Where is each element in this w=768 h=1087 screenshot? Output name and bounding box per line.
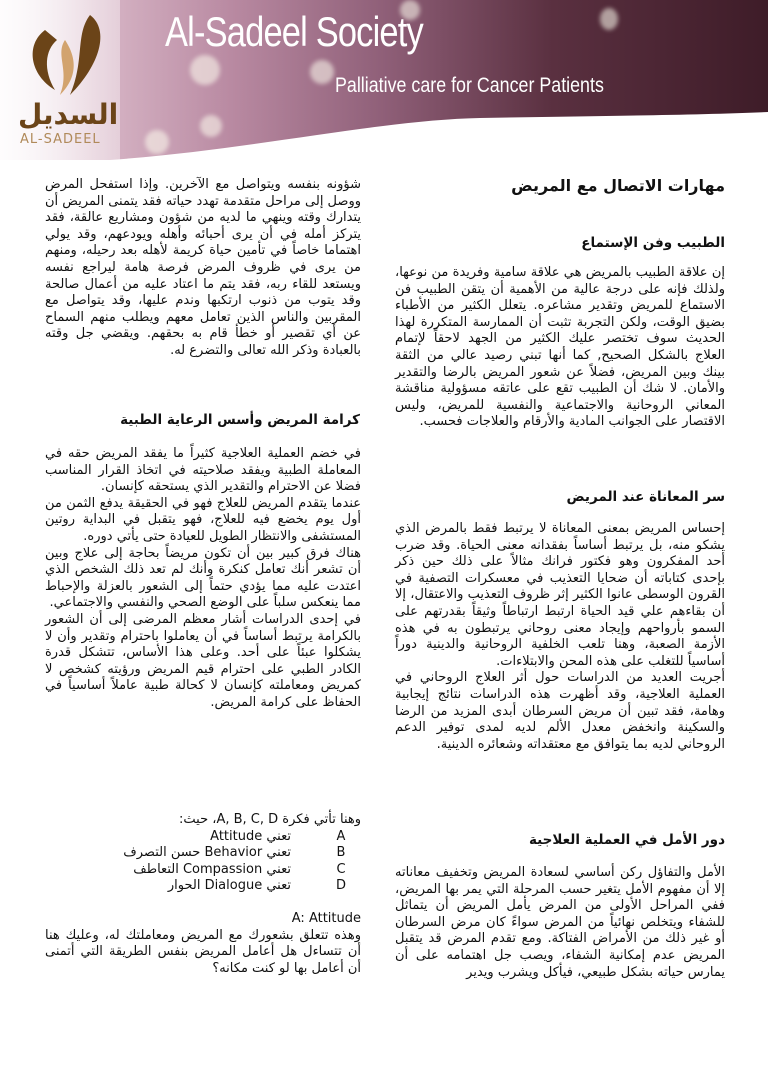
logo-english-text: AL-SADEEL bbox=[20, 132, 101, 147]
list-item bbox=[45, 862, 361, 879]
article-title: مهارات الاتصال مع المريض bbox=[511, 176, 725, 195]
attitude-label: A: Attitude bbox=[291, 911, 361, 926]
attitude-section bbox=[45, 911, 361, 977]
logo-arabic-text: السديل bbox=[18, 98, 119, 131]
section-heading: دور الأمل في العملية العلاجية bbox=[528, 832, 725, 848]
abcd-list bbox=[45, 812, 361, 895]
section-body bbox=[395, 265, 725, 431]
list-key: A bbox=[336, 828, 346, 844]
paragraph: وهذه تتعلق بشعورك مع المريض ومعاملتك له، وعليك هنا أن تتساءل هل أعامل المريض بنفس الطريقة التي أتمنى أن أعامل بها لو كنت مكانه؟ bbox=[45, 927, 361, 976]
list-item bbox=[45, 845, 361, 862]
list-key: D bbox=[335, 878, 346, 894]
list-key: C bbox=[336, 861, 346, 877]
logo-flame-icon bbox=[15, 10, 110, 100]
paragraph: شؤونه بنفسه ويتواصل مع الآخرين. وإذا استفحل المرض ووصل إلى مراحل متقدمة تهدد حياته فقد يتمنى المريض أن يتدارك وقته وينهي ما لديه من شؤون ومشاريع عالقة، فقد يتركز أمله في أن يرى أحبائه وأهله ويودعهم، وقد يولي اهتماما خاصاً في تأمين حياة كريمة لأهله بعد رحيله، ومنهم من يرى في ظروف المرض فرصة هامة ليراجع نفسه ويستعد للقاء ربه، فقد يتم ما اعتاد عليه من أعمال صالحة وقد يتوب من ذنوب ارتكبها وندم عليها، وقد يتواصل مع المقربين والناس الذين تعامل معهم ويطلب منهم السماح عن أي تقصير أو خطأ قام به بحقهم. ويقضي جل وقته بالعبادة وذكر الله تعالى والتضرع له. bbox=[44, 177, 361, 358]
section-body bbox=[45, 446, 361, 712]
paragraph: في خضم العملية العلاجية كثيراً ما يفقد المريض حقه في المعاملة الطبية ويفقد صلاحيته في اتخاذ القرار المناسب فضلا عن الاحترام والتقدير الذي يستحقه كإنسان. bbox=[45, 446, 361, 495]
list-text: تعني Dialogue الحوار bbox=[167, 878, 291, 894]
paragraph: الأمل والتفاؤل ركن أساسي لسعادة المريض وتخفيف معاناته إلا أن مفهوم الأمل يتغير حسب المرحلة التي يمر بها المريض، ففي المراحل الأولى من المرض يأمل المريض أن يتماثل للشفاء ويتخلص نهائياً من المرض سواءً كان مرض السرطان أو غير ذلك من الأمراض الفتاكة. ومع تقدم المرض قد يتقبل المريض عدم إمكانية الشفاء، ويصب جل اهتمامه على أن يمارس حياته بشكل طبيعي، فيأكل ويشرب ويدير bbox=[395, 865, 725, 980]
paragraph: هناك فرق كبير بين أن تكون مريضاً بحاجة إلى علاج وبين أن تشعر أنك تعامل كنكرة وأنك لم تعد ذلك الشخص الذي اعتدت عليه مما يؤدي حتماً إلى الشعور بالعزلة والإحباط مما ينعكس سلباً على الوضع الصحي والنفسي والاجتماعي. bbox=[45, 545, 361, 611]
list-text: تعني Compassion التعاطف bbox=[133, 861, 291, 877]
paragraph: أجريت العديد من الدراسات حول أثر العلاج الروحاني في العملية العلاجية، وقد أظهرت هذه الدراسات نتائج إيجابية وهامة، فقد تبين أن مريض السرطان أبدى المزيد من الرضا والسكينة وانخفض معدل الألم لديه لمدى توفير الدعم الروحاني لديه بما يتوافق مع معتقداته وشعائره الدينية. bbox=[395, 670, 725, 752]
logo bbox=[0, 0, 120, 160]
list-text: تعني Behavior حسن التصرف bbox=[123, 845, 291, 861]
paragraph: إحساس المريض بمعنى المعاناة لا يرتبط فقط بالمرض الذي يشكو منه، بل يرتبط أساساً بفقدانه معنى الحياة. وقد ضرب أحد المفكرون وهو فكتور فرانك مثالاً على ذلك حين ذكر بإحدى كتاباته أن ضحايا التعذيب في معسكرات التصفية في القرون الوسطى عانوا الكثير إثر ظروف التعذيب والاعتقال، إلا أن بقاءهم علي قيد الحياة ارتبط ارتباطاً وثيقاً بقدرتهم على السمو بأرواحهم وإيجاد معنى روحاني يرتبطون به في هذه الأزمة الصعبة، وهنا تلعب الخلفية الروحانية والدينية دوراً أساسياً للتغلب على هذه المحن والابتلاءات. bbox=[395, 521, 725, 669]
paragraph: عندما يتقدم المريض للعلاج فهو في الحقيقة يدفع الثمن من أول يوم يخضع فيه للعلاج، فهو يتقبل في البداية روتين المستشفى والانتظار الطويل للعيادة حتى يأتي دوره. bbox=[45, 495, 361, 544]
section-heading: كرامة المريض وأسس الرعاية الطبية bbox=[120, 412, 360, 428]
site-title: Al-Sadeel Society bbox=[165, 8, 423, 55]
abcd-intro: وهنا تأتي فكرة A, B, C, D، حيث: bbox=[179, 812, 361, 827]
section-heading: الطبيب وفن الإستماع bbox=[581, 235, 725, 251]
list-key: B bbox=[336, 845, 346, 861]
paragraph: إن علاقة الطبيب بالمريض هي علاقة سامية وفريدة من نوعها، ولذلك فإنه على درجة عالية من الأهمية أن يتقن الطبيب فن الاستماع للمريض وتقدير مشاعره. يتعلل الكثير من الأطباء بضيق الوقت، ولكن التجربة تثبت أن الممارسة المتكررة لهذا الحديث سوف تختصر عليك الكثير من الجهد لاحقاً لإتمام العلاج بالشكل الصحيح, كما أنها تبني رصيد عالي من الثقة بينك وبين المريض، فضلاً عن شعور المريض بالرضا والتقدير والأمان. لا شك أن الطبيب تقع على عاتقه مسؤولية مناقشة المعاني الروحانية والاجتماعية والنفسية للمريض، وليس الاقتصار على الجوانب المادية والأرقام والعلاجات فحسب. bbox=[395, 265, 725, 430]
site-subtitle: Palliative care for Cancer Patients bbox=[335, 74, 604, 97]
section-body bbox=[395, 521, 725, 753]
section-body-continued bbox=[45, 177, 361, 360]
paragraph: في إحدى الدراسات أشار معظم المرضى إلى أن الشعور بالكرامة يرتبط أساساً في أن يعاملوا باحترام وتقدير وأن لا يشكلوا عبئاً على أحد. وعلى هذا الأساس، تتشكل قدرة الكادر الطبي على احترام قيم المريض ورؤيته كشخص لا كمريض ومعاملته كإنسان لا كحالة طبية عاملاً أساسياً في الحفاظ على كرامة المريض. bbox=[45, 611, 361, 710]
list-item bbox=[45, 829, 361, 846]
list-item bbox=[45, 878, 361, 895]
section-body bbox=[395, 865, 725, 981]
section-heading: سر المعاناة عند المريض bbox=[566, 489, 725, 505]
list-text: تعني Attitude bbox=[210, 828, 291, 844]
header-banner bbox=[0, 0, 768, 160]
